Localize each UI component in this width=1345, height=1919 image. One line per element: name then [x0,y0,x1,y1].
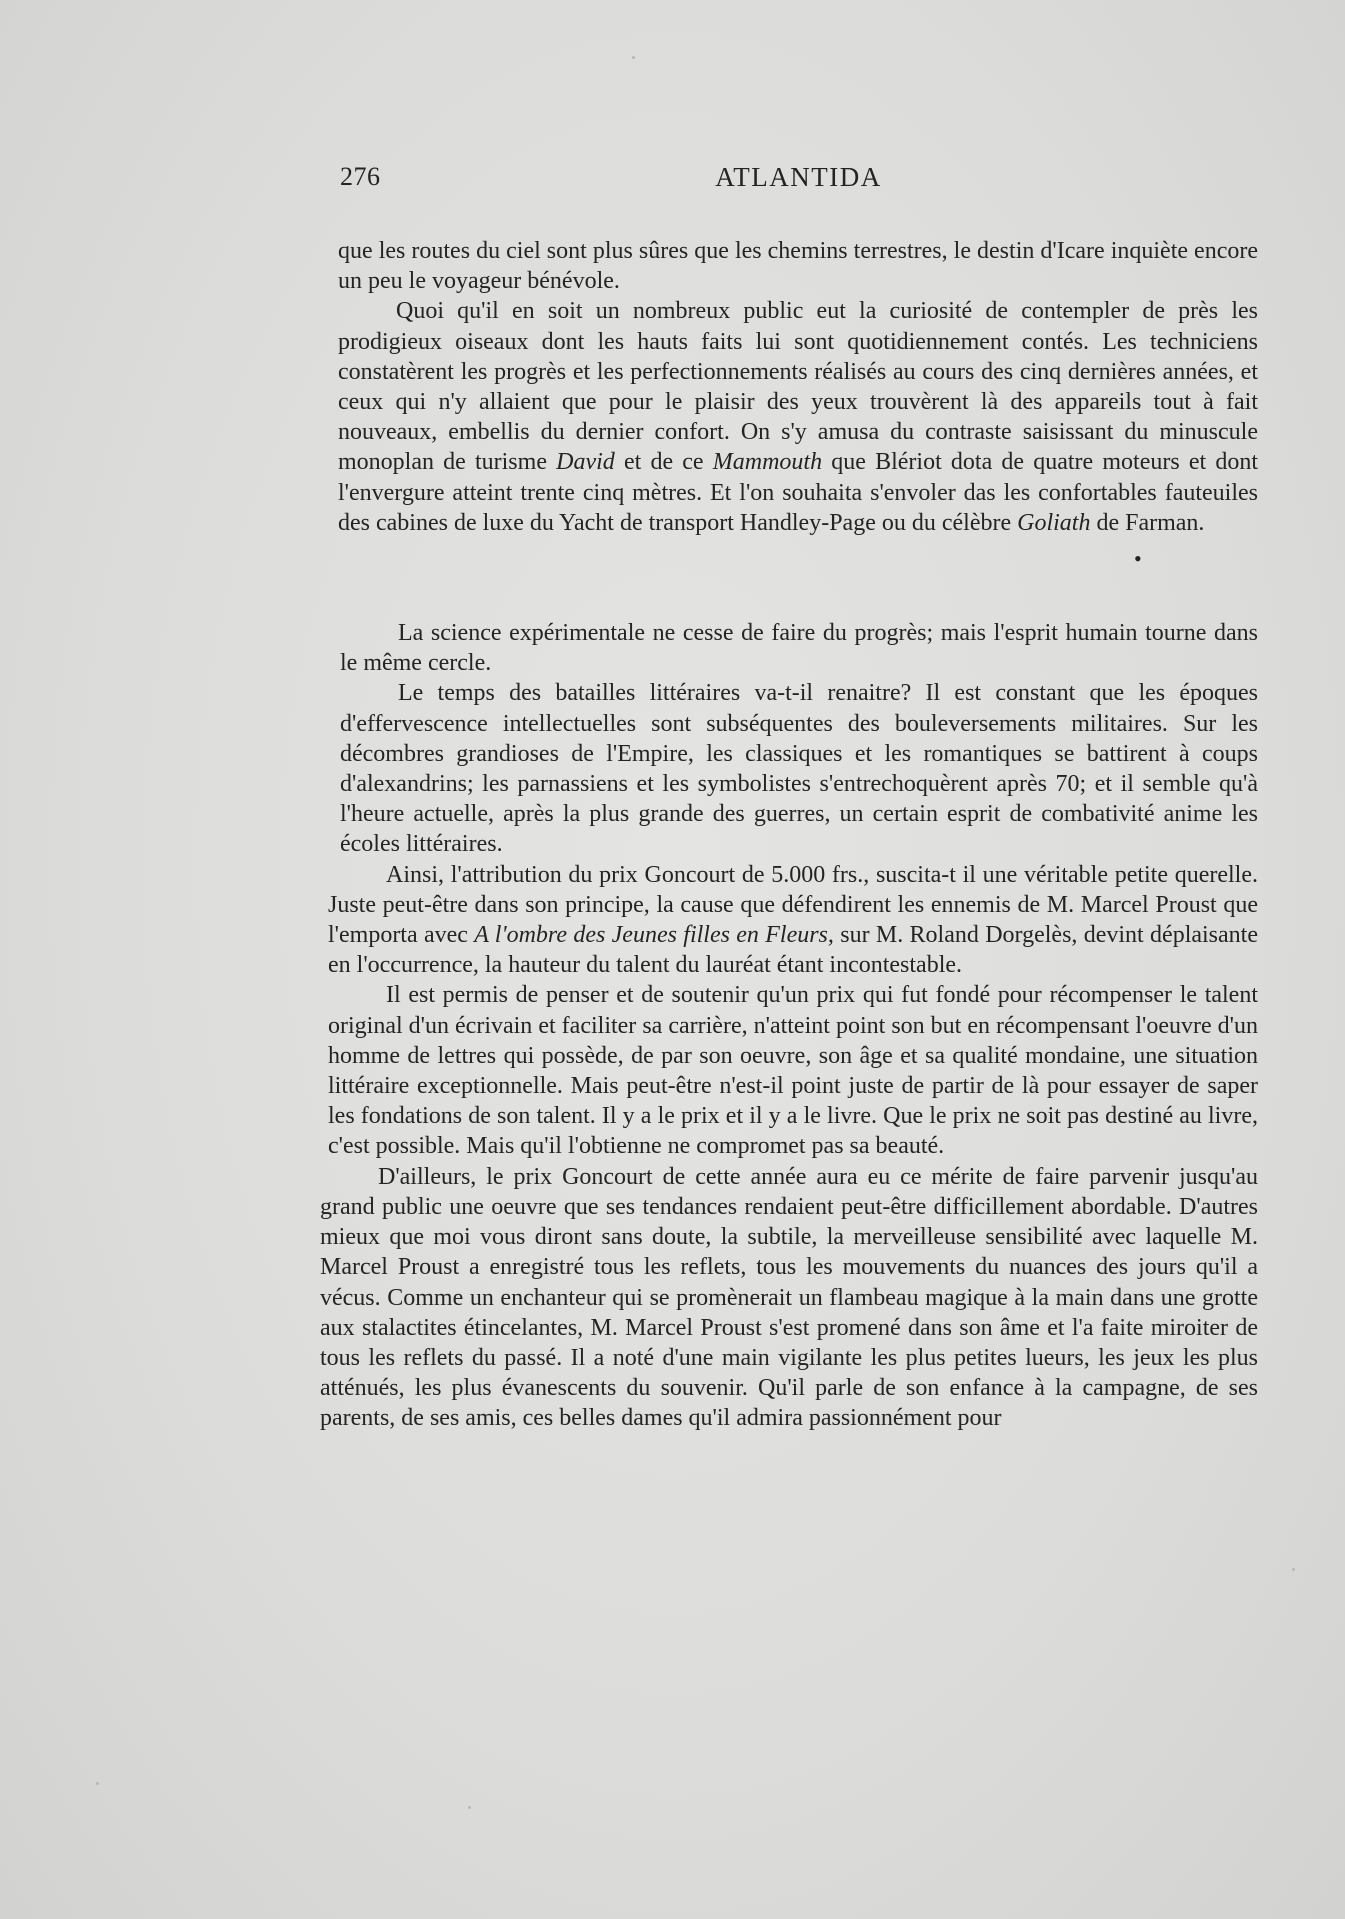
paragraph: que les routes du ciel sont plus sûres que les chemins terrestres, le destin d'Icare inquiète encore un peu le voyageur bénévole. [338,238,1258,295]
paragraph: Ainsi, l'attribution du prix Goncourt de 5.000 frs., suscita-t il une véritable petite querelle. Juste peut-être dans son principe, la cause que défendirent les ennemis de M. Marcel Proust que l'emporta avec A l'ombre des Jeunes filles en Fleurs, sur M. Roland Dorgelès, devint déplaisante en l'occurrence, la hauteur du talent du lauréat étant incontestable. [328,861,1258,979]
separator-dot: • [1134,546,1142,572]
paper-speck [96,1782,99,1785]
italic-title: Mammouth [712,449,823,476]
text-block-proust [320,1162,1258,1434]
running-title: ATLANTIDA [715,162,882,192]
paragraph: D'ailleurs, le prix Goncourt de cette année aura eu ce mérite de faire parvenir jusqu'au grand public une oeuvre que ses tendances rendaient peut-être difficillement abordable. D'autres mieux que moi vous diront sans doute, la subtile, la merveilleuse sensibilité avec laquelle M. Marcel Proust a enregistré tous les reflets, tous les mouvements du nuances des jours qu'il a vécus. Comme un enchanteur qui se promènerait un flambeau magique à la main dans une grotte aux stalactites étincelantes, M. Marcel Proust s'est promené dans son âme et l'a faite miroiter de tous les reflets du passé. Il a noté d'une main vigilante les plus petites lueurs, les jeux les plus atténués, les plus évanescents du souvenir. Qu'il parle de son enfance à la campagne, de ses parents, de ses amis, ces belles dames qu'il admira passionnément pour [320,1163,1258,1432]
italic-title: David [556,449,615,476]
paper-speck [1292,1568,1295,1571]
text-block-aviation [338,236,1258,538]
paper-speck [632,56,635,59]
text-block-goncourt [328,860,1258,1162]
paragraph: Quoi qu'il en soit un nombreux public eut la curiosité de contempler de près les prodigieux oiseaux dont les hauts faits lui sont quotidiennement contés. Les techniciens constatèrent les progrès et les perfectionnements réalisés au cours des cinq dernières années, et ceux qui n'y allaient que pour le plaisir des yeux trouvèrent là des appareils tout à fait nouveaux, embellis du dernier confort. On s'y amusa du contraste saisissant du minuscule monoplan de turisme David et de ce Mammouth que Blériot dota de quatre moteurs et dont l'envergure atteint trente cinq mètres. Et l'on souhaita s'envoler das les confortables fauteuiles des cabines de luxe du Yacht de transport Handley-Page ou du célèbre Goliath de Farman. [338,298,1259,536]
page-number: 276 [340,162,381,191]
paper-speck [468,1806,471,1809]
text-block-literature [340,618,1258,860]
paragraph: La science expérimentale ne cesse de faire du progrès; mais l'esprit humain tourne dans le même cercle. [340,620,1258,677]
paragraph: Le temps des batailles littéraires va-t-il renaitre? Il est constant que les époques d'effervescence intellectuelles sont subséquentes des bouleversements militaires. Sur les décombres grandioses de l'Empire, les classiques et les romantiques se battirent à coups d'alexandrins; les parnassiens et les symbolistes s'entrechoquèrent après 70; et il semble qu'à l'heure actuelle, après la plus grande des guerres, un certain esprit de combativité anime les écoles littéraires. [340,680,1258,858]
paragraph: Il est permis de penser et de soutenir qu'un prix qui fut fondé pour récompenser le talent original d'un écrivain et faciliter sa carrière, n'atteint point son but en récompensant l'oeuvre d'un homme de lettres qui possède, de par son oeuvre, son âge et sa qualité mondaine, une situation littéraire exceptionnelle. Mais peut-être n'est-il point juste de partir de là pour essayer de saper les fondations de son talent. Il y a le prix et il y a le livre. Que le prix ne soit pas destiné au livre, c'est possible. Mais qu'il l'obtienne ne compromet pas sa beauté. [328,982,1258,1160]
italic-title: A l'ombre des Jeunes filles en Fleurs, [474,922,834,949]
italic-title: Goliath [1017,509,1091,536]
body-text [318,236,1258,1434]
running-head [336,162,1261,196]
section-separator [318,538,1258,584]
